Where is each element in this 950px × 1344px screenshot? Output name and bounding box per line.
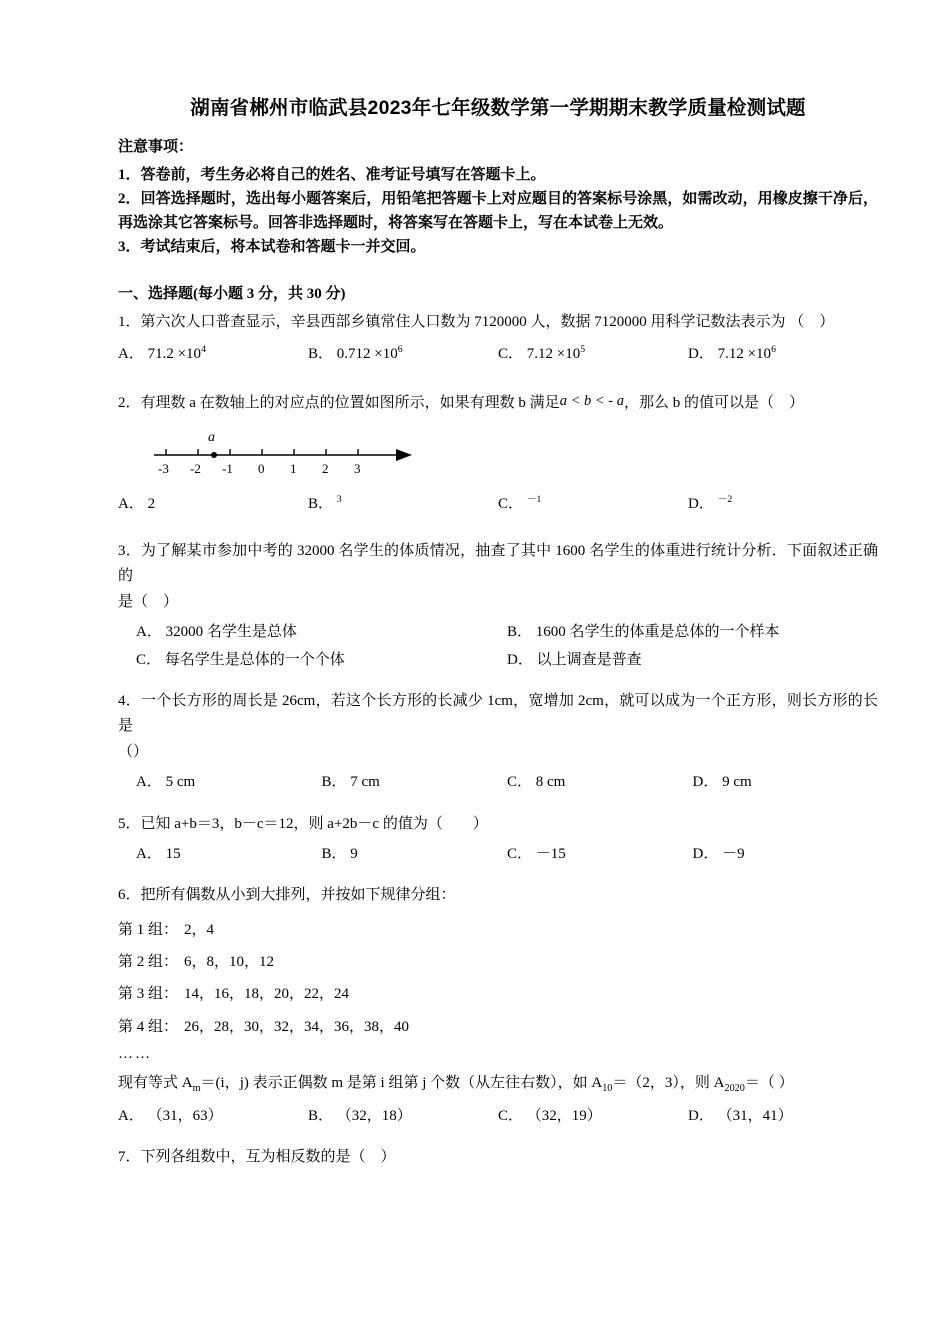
question-4-options	[118, 770, 878, 796]
question-1-option-c: C． $7.12 \times 10^5$	[498, 344, 586, 363]
question-6-group-4: 第 4 组： 26，28，30，32，34，36，38，40	[118, 1018, 410, 1035]
question-6-number: 6．	[118, 887, 141, 904]
question-7-text	[118, 1145, 878, 1169]
question-2-number: 2．	[118, 394, 141, 411]
question-4-option-d: D． 9 cm	[692, 774, 752, 791]
question-4-option-a: A． 5 cm	[136, 774, 196, 791]
question-2-body-before: 有理数 a 在数轴上的对应点的位置如图所示，如果有理数 b 满足	[140, 394, 560, 411]
question-1-body: 第六次人口普查显示，辛县西部乡镇常住人口数为 7120000 人，数据 7120000 用科学记数法表示为 （ ）	[140, 313, 835, 330]
question-3-option-b: B． 1600 名学生的体重是总体的一个样本	[507, 624, 780, 641]
question-1-option-d: D． $7.12 \times 10^6$	[688, 344, 776, 363]
question-4-number: 4．	[118, 693, 141, 710]
notice-heading: 注意事项：	[118, 139, 194, 156]
question-3-options-row-1	[118, 620, 878, 646]
question-3-option-c: C． 每名学生是总体的一个个体	[136, 651, 345, 668]
question-3-body: 为了解某市参加中考的 32000 名学生的体质情况，抽查了其中 1600 名学生的体重进行统计分析．下面叙述正确的	[118, 543, 878, 584]
question-5-options	[118, 842, 878, 868]
question-6-options	[118, 1104, 878, 1130]
page-title: 湖南省郴州市临武县2023年七年级数学第一学期期末教学质量检测试题	[190, 97, 806, 119]
question-6-group-3: 第 3 组： 14，16，18，20，22，24	[118, 986, 350, 1003]
question-5-body: 已知 a+b＝3，b－c＝12，则 a+2b－c 的值为（ ）	[140, 815, 488, 832]
question-3-options-row-2	[118, 648, 878, 674]
question-2-option-a: A． 2	[118, 495, 156, 512]
question-2-text	[118, 390, 878, 415]
question-3-option-a: A． 32000 名学生是总体	[136, 624, 297, 641]
question-4-text	[118, 689, 878, 738]
question-5-text	[118, 812, 878, 836]
svg-text:3: 3	[354, 460, 361, 476]
question-4-body: 一个长方形的周长是 26cm，若这个长方形的长减少 1cm，宽增加 2cm，就可以成为一个正方形，则长方形的长是	[118, 693, 878, 734]
notice-item-2: 2．回答选择题时，选出每小题答案后，用铅笔把答题卡上对应题目的答案标号涂黑，如需改动，用橡皮擦干净后，再选涂其它答案标号。回答非选择题时，将答案写在答题卡上，写在本试卷上无效。	[118, 190, 878, 232]
question-6-option-d: D． （31，41）	[688, 1107, 793, 1124]
question-2-option-c: C． $^{-1}$	[498, 493, 542, 512]
question-2-body-after: ，那么 b 的值可以是（ ）	[623, 394, 804, 411]
question-7-body: 下列各组数中，互为相反数的是（ ）	[140, 1149, 396, 1166]
question-2-option-d: D． $^{-2}$	[688, 493, 733, 512]
question-1-number: 1．	[118, 313, 141, 330]
question-3-number: 3．	[118, 543, 141, 560]
question-1-option-b: B． $0.712 \times 10^6$	[308, 344, 403, 363]
question-2-options	[118, 492, 878, 518]
question-5-option-c: C． －15	[507, 845, 566, 862]
question-7-number: 7．	[118, 1149, 141, 1166]
svg-text:0: 0	[258, 460, 265, 476]
number-line-svg	[146, 425, 426, 481]
number-line-point-label: a	[208, 429, 215, 445]
svg-text:-1: -1	[222, 460, 233, 476]
question-6-option-a: A． （31，63）	[118, 1107, 223, 1124]
question-1-options	[118, 342, 878, 368]
question-2-number-line-figure	[118, 425, 878, 486]
svg-text:2: 2	[322, 460, 329, 476]
question-5-number: 5．	[118, 815, 141, 832]
question-3-text-line2: 是（ ）	[118, 593, 179, 610]
question-4-text-line2: （）	[118, 743, 149, 760]
section-heading-choice: 一、选择题(每小题 3 分，共 30 分)	[118, 285, 346, 302]
question-6-body: 把所有偶数从小到大排列，并按如下规律分组：	[140, 887, 456, 904]
question-1-text	[118, 310, 878, 334]
svg-text:-2: -2	[190, 460, 201, 476]
svg-text:-3: -3	[158, 460, 169, 476]
question-5-option-d: D． －9	[692, 845, 745, 862]
question-6-option-c: C． （32，19）	[498, 1107, 602, 1124]
question-6-group-1: 第 1 组： 2，4	[118, 921, 215, 938]
svg-text:1: 1	[290, 460, 297, 476]
notice-item-3: 3．考试结束后，将本试卷和答题卡一并交回。	[118, 239, 426, 256]
question-2-inequality: a < b < - a	[559, 392, 624, 409]
question-2-option-b: B． $^3$	[308, 493, 342, 512]
question-6-option-b: B． （32，18）	[308, 1107, 412, 1124]
question-5-option-a: A． 15	[136, 845, 181, 862]
question-1-option-a: A． $71.2 \times 10^4$	[118, 344, 206, 363]
notice-item-1: 1．答卷前，考生务必将自己的姓名、准考证号填写在答题卡上。	[118, 166, 546, 183]
question-3-text	[118, 539, 878, 588]
question-6-text	[118, 883, 878, 907]
question-6-ellipsis: ……	[118, 1045, 152, 1062]
question-4-option-c: C． 8 cm	[507, 774, 566, 791]
question-6-group-2: 第 2 组： 6，8，10，12	[118, 954, 275, 970]
question-4-option-b: B． 7 cm	[321, 774, 380, 791]
question-3-option-d: D． 以上调查是普查	[507, 651, 642, 668]
question-5-option-b: B． 9	[321, 845, 358, 862]
question-6-formula-text: 现有等式 $A_m=(i$，j) 表示正偶数 m 是第 i 组第 j 个数（从左往右数），如 $A_{10}=(2$，3），则 $A_{2020}=$（ ）	[118, 1075, 794, 1095]
